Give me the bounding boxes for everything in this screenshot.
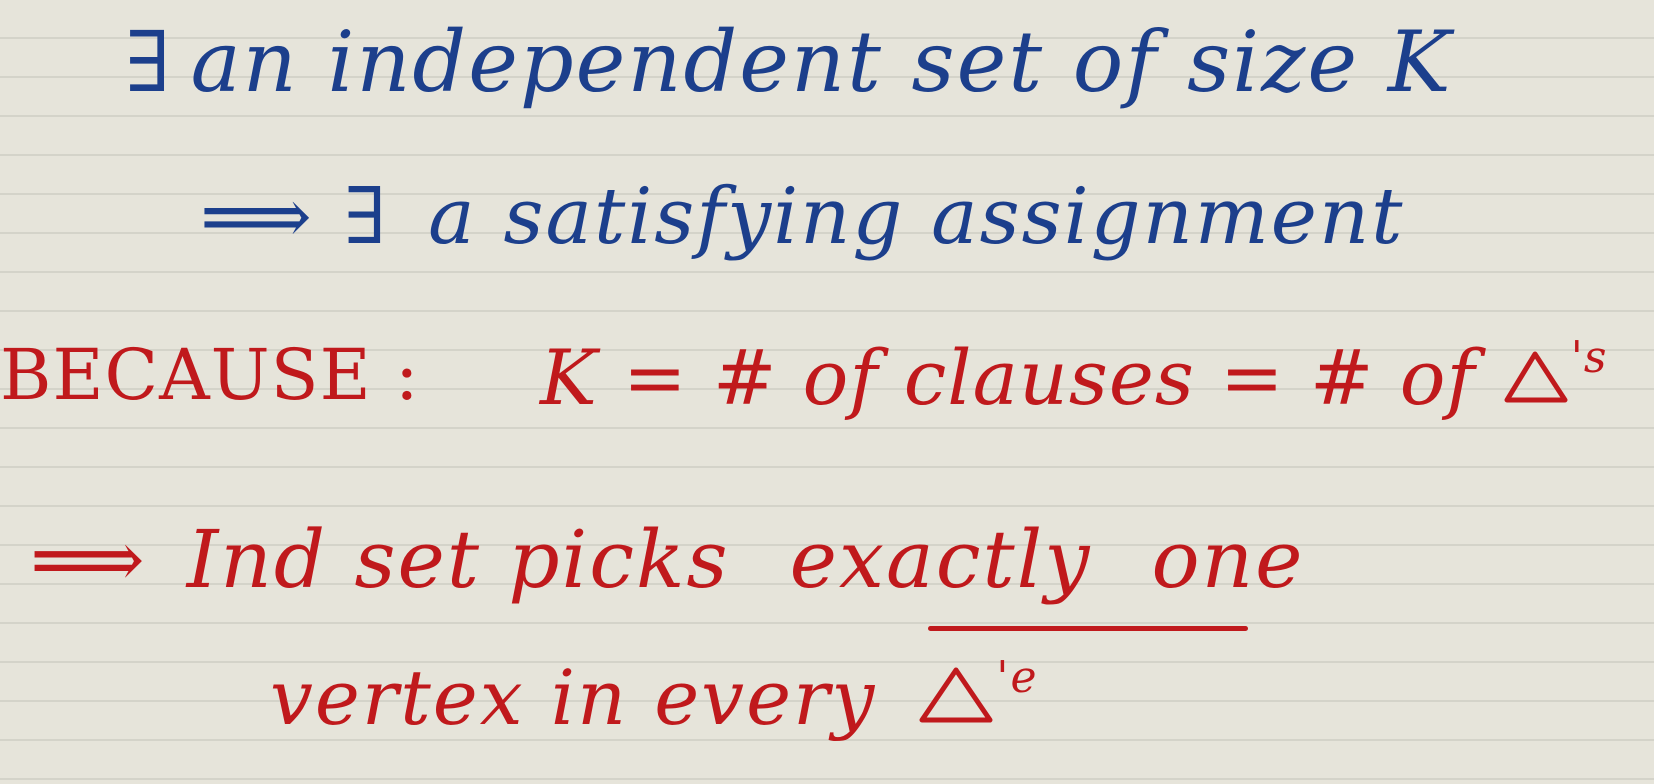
- equation-k-clauses-triangles: [540, 332, 1608, 422]
- statement-line-exists-independent-set: [125, 13, 1453, 111]
- exactly-underline: [928, 626, 1248, 631]
- exists-symbol: ∃: [125, 13, 173, 111]
- triangle-icon: [1501, 348, 1571, 404]
- equals-sign: =: [622, 333, 688, 422]
- ind-set-picks-text: Ind set picks: [186, 513, 730, 606]
- exactly-emphasis: exactly: [789, 513, 1092, 606]
- plural-suffix: 's: [1570, 332, 1608, 383]
- satisfying-assignment-text: a satisfying assignment: [428, 172, 1405, 262]
- triangle-suffix: 'e: [996, 652, 1039, 703]
- triangle-icon: [916, 664, 996, 724]
- implies-arrow: ⟹: [30, 513, 147, 606]
- k-variable: K: [540, 333, 598, 422]
- of-text: of: [1399, 333, 1476, 422]
- one-text: one: [1151, 513, 1305, 606]
- statement-line-vertex-every-triangle: [270, 652, 1039, 742]
- exists-symbol: ∃: [343, 172, 389, 262]
- hash-symbol: #: [1309, 333, 1375, 422]
- equals-sign: =: [1220, 333, 1285, 422]
- clauses-text: of clauses: [802, 333, 1195, 422]
- implies-arrow: ⟹: [200, 172, 314, 262]
- hash-symbol: #: [712, 333, 778, 422]
- statement-line-picks-exactly-one: [30, 513, 1305, 606]
- because-label: BECAUSE :: [0, 334, 420, 416]
- statement-line-satisfying-assignment: [200, 172, 1405, 262]
- independent-set-text: an independent set of size K: [190, 13, 1453, 111]
- vertex-in-every-text: vertex in every: [270, 653, 877, 742]
